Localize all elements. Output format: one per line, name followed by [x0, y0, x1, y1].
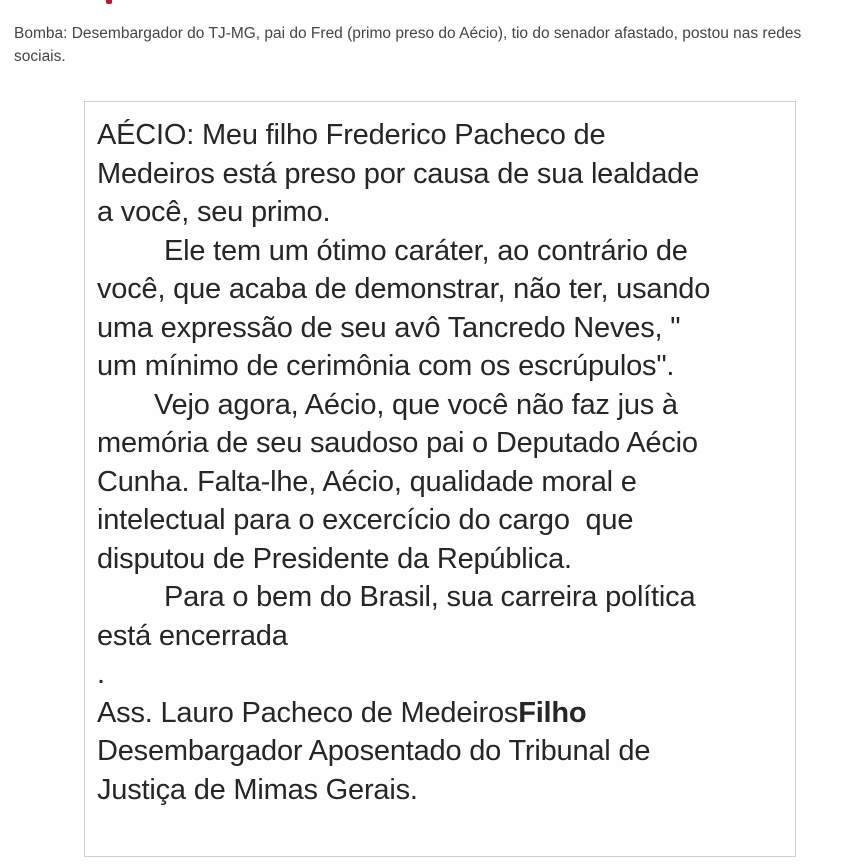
signature-line	[97, 694, 796, 733]
signature-court: Justiça de Mimas Gerais.	[97, 773, 418, 806]
letter-line: Vejo agora, Aécio, que você não faz jus à	[154, 388, 678, 421]
letter-line: uma expressão de seu avô Tancredo Neves, "	[97, 311, 681, 344]
letter-line: você, que acaba de demonstrar, não ter, usando	[97, 273, 711, 305]
signature-suffix: Filho	[518, 696, 587, 729]
letter-line: Cunha. Falta-lhe, Aécio, qualidade moral e	[97, 465, 637, 498]
letter-line: Para o bem do Brasil, sua carreira política	[164, 581, 696, 613]
letter-line: disputou de Presidente da República.	[97, 542, 572, 575]
post-caption: Bomba: Desembargador do TJ-MG, pai do Fred (primo preso do Aécio), tio do senador afastado, postou nas redes sociais.	[14, 25, 802, 65]
letter-line: Ele tem um ótimo caráter, ao contrário de	[164, 234, 688, 267]
letter-line: um mínimo de cerimônia com os escrúpulos".	[97, 350, 675, 382]
signature-title: Desembargador Aposentado do Tribunal de	[97, 735, 651, 767]
letter-image-card	[84, 101, 796, 857]
top-accent-mark	[106, 0, 112, 4]
letter-line: Medeiros está preso por causa de sua lealdade	[97, 157, 699, 190]
letter-text	[97, 116, 796, 809]
letter-line: intelectual para o excercício do cargo que	[97, 504, 634, 536]
letter-line: a você, seu primo.	[97, 196, 331, 228]
letter-line: AÉCIO: Meu filho Frederico Pacheco de	[97, 119, 606, 151]
letter-line: está encerrada	[97, 619, 288, 652]
letter-dot: .	[97, 658, 105, 690]
letter-line: memória de seu saudoso pai o Deputado Aécio	[97, 427, 698, 459]
signature-name: Ass. Lauro Pacheco de Medeiros	[97, 696, 519, 729]
